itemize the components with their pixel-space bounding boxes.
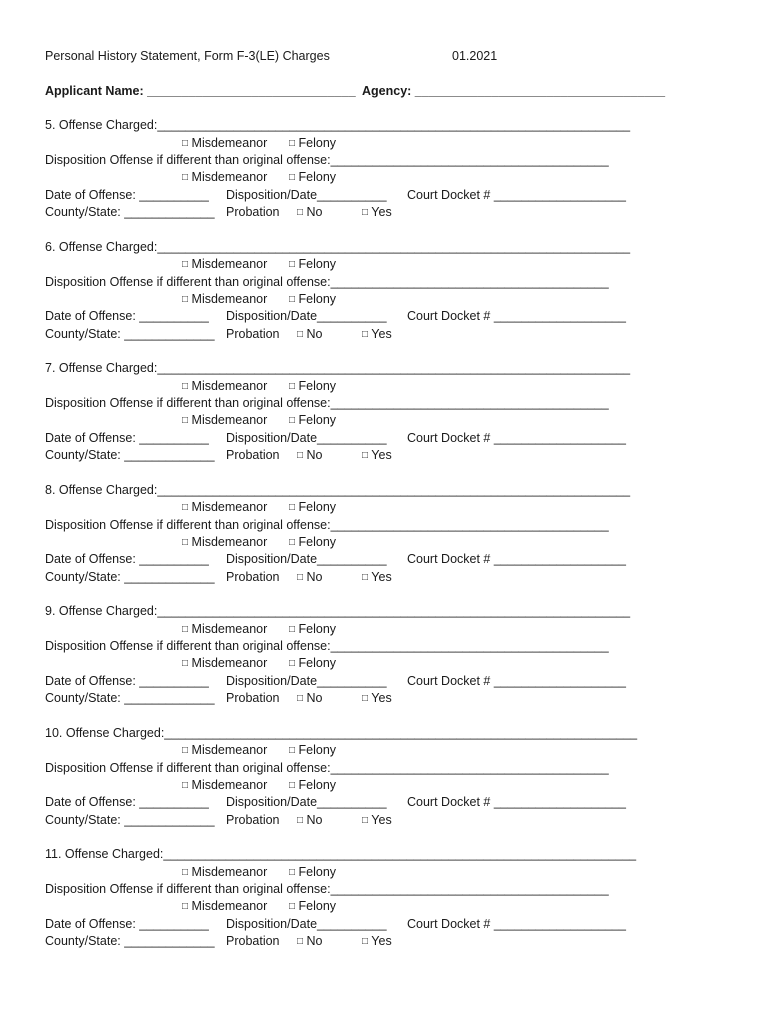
misdemeanor-checkbox[interactable] bbox=[182, 864, 267, 882]
checkbox-icon[interactable]: □ bbox=[362, 571, 369, 583]
checkbox-icon[interactable]: □ bbox=[289, 866, 296, 878]
checkbox-icon[interactable]: □ bbox=[289, 658, 296, 669]
disposition-misdemeanor-checkbox[interactable] bbox=[182, 898, 267, 916]
checkbox-icon[interactable]: □ bbox=[182, 866, 189, 878]
checkbox-icon[interactable]: □ bbox=[182, 658, 189, 669]
felony-label: Felony bbox=[298, 864, 337, 879]
checkbox-icon[interactable]: □ bbox=[297, 693, 304, 704]
felony-checkbox[interactable] bbox=[289, 742, 336, 760]
disposition-date-field[interactable]: Disposition/Date__________ bbox=[226, 552, 387, 566]
felony-checkbox[interactable] bbox=[289, 621, 336, 639]
checkbox-icon[interactable]: □ bbox=[297, 450, 304, 461]
disposition-felony-checkbox[interactable] bbox=[289, 655, 336, 673]
checkbox-icon[interactable]: □ bbox=[182, 901, 189, 912]
yes-label: Yes bbox=[371, 569, 392, 584]
yes-label: Yes bbox=[371, 934, 392, 948]
felony-label: Felony bbox=[298, 743, 337, 757]
checkbox-icon[interactable]: □ bbox=[297, 936, 304, 947]
disposition-offense-field[interactable]: Disposition Offense if different than original offense:________________________________________ bbox=[45, 639, 609, 653]
offense-charged-field[interactable]: 5. Offense Charged:____________________________________________________________________ bbox=[45, 118, 631, 132]
no-label: No bbox=[306, 326, 323, 341]
disposition-felony-checkbox[interactable] bbox=[289, 412, 336, 430]
checkbox-icon[interactable]: □ bbox=[289, 259, 296, 270]
checkbox-icon[interactable]: □ bbox=[297, 571, 304, 583]
probation-no-checkbox[interactable] bbox=[297, 690, 323, 708]
checkbox-icon[interactable]: □ bbox=[182, 172, 189, 183]
felony-label: Felony bbox=[298, 413, 337, 427]
yes-label: Yes bbox=[371, 326, 392, 341]
misdemeanor-label: Misdemeanor bbox=[191, 743, 268, 757]
disposition-offense-field[interactable]: Disposition Offense if different than original offense:________________________________________ bbox=[45, 396, 609, 410]
court-docket-field[interactable]: Court Docket # ___________________ bbox=[407, 916, 626, 931]
probation-label: Probation bbox=[226, 448, 280, 462]
felony-checkbox[interactable] bbox=[289, 135, 336, 153]
checkbox-icon[interactable]: □ bbox=[362, 450, 369, 461]
checkbox-icon[interactable]: □ bbox=[289, 293, 296, 305]
checkbox-icon[interactable]: □ bbox=[289, 415, 296, 426]
disposition-date-field[interactable]: Disposition/Date__________ bbox=[226, 309, 387, 323]
misdemeanor-label: Misdemeanor bbox=[191, 777, 268, 792]
form-title: Personal History Statement, Form F-3(LE) Charges bbox=[45, 49, 330, 63]
felony-checkbox[interactable] bbox=[289, 499, 336, 517]
applicant-name-field[interactable]: Applicant Name: ______________________________ bbox=[45, 84, 356, 98]
yes-label: Yes bbox=[371, 448, 392, 462]
disposition-felony-checkbox[interactable] bbox=[289, 169, 336, 187]
checkbox-icon[interactable]: □ bbox=[289, 380, 296, 392]
date-of-offense-field[interactable]: Date of Offense: __________ bbox=[45, 309, 209, 323]
date-of-offense-field[interactable]: Date of Offense: __________ bbox=[45, 552, 209, 566]
checkbox-icon[interactable]: □ bbox=[362, 328, 369, 340]
county-state-field[interactable]: County/State: _____________ bbox=[45, 326, 215, 341]
court-docket-field[interactable]: Court Docket # ___________________ bbox=[407, 309, 626, 323]
misdemeanor-checkbox[interactable] bbox=[182, 499, 267, 517]
disposition-offense-field[interactable]: Disposition Offense if different than original offense:________________________________________ bbox=[45, 274, 609, 289]
checkbox-icon[interactable]: □ bbox=[289, 901, 296, 912]
felony-label: Felony bbox=[298, 500, 337, 514]
no-label: No bbox=[306, 691, 323, 705]
disposition-felony-checkbox[interactable] bbox=[289, 777, 336, 795]
probation-no-checkbox[interactable] bbox=[297, 569, 323, 587]
checkbox-icon[interactable]: □ bbox=[182, 623, 189, 635]
probation-yes-checkbox[interactable] bbox=[362, 204, 392, 222]
date-of-offense-field[interactable]: Date of Offense: __________ bbox=[45, 916, 209, 931]
disposition-offense-field[interactable]: Disposition Offense if different than original offense:________________________________________ bbox=[45, 153, 609, 167]
misdemeanor-label: Misdemeanor bbox=[191, 621, 268, 636]
county-state-field[interactable]: County/State: _____________ bbox=[45, 569, 215, 584]
checkbox-icon[interactable]: □ bbox=[182, 745, 189, 756]
no-label: No bbox=[306, 205, 323, 219]
checkbox-icon[interactable]: □ bbox=[289, 502, 296, 513]
no-label: No bbox=[306, 569, 323, 584]
disposition-date-field[interactable]: Disposition/Date__________ bbox=[226, 187, 387, 202]
misdemeanor-checkbox[interactable] bbox=[182, 742, 267, 760]
disposition-misdemeanor-checkbox[interactable] bbox=[182, 777, 267, 795]
no-label: No bbox=[306, 812, 323, 827]
court-docket-field[interactable]: Court Docket # ___________________ bbox=[407, 795, 626, 809]
checkbox-icon[interactable]: □ bbox=[289, 536, 296, 548]
court-docket-field[interactable]: Court Docket # ___________________ bbox=[407, 187, 626, 202]
probation-label: Probation bbox=[226, 326, 280, 341]
felony-label: Felony bbox=[298, 899, 337, 913]
misdemeanor-checkbox[interactable] bbox=[182, 135, 267, 153]
probation-yes-checkbox[interactable] bbox=[362, 812, 392, 830]
disposition-date-field[interactable]: Disposition/Date__________ bbox=[226, 795, 387, 809]
checkbox-icon[interactable]: □ bbox=[289, 623, 296, 635]
probation-no-checkbox[interactable] bbox=[297, 326, 323, 344]
checkbox-icon[interactable]: □ bbox=[362, 207, 369, 218]
probation-no-checkbox[interactable] bbox=[297, 812, 323, 830]
disposition-misdemeanor-checkbox[interactable] bbox=[182, 655, 267, 673]
county-state-field[interactable]: County/State: _____________ bbox=[45, 934, 215, 948]
felony-label: Felony bbox=[298, 777, 337, 792]
misdemeanor-label: Misdemeanor bbox=[191, 378, 268, 393]
checkbox-icon[interactable]: □ bbox=[182, 779, 189, 791]
offense-charged-field[interactable]: 10. Offense Charged:____________________________________________________________________ bbox=[45, 725, 638, 740]
checkbox-icon[interactable]: □ bbox=[297, 207, 304, 218]
misdemeanor-label: Misdemeanor bbox=[191, 656, 268, 670]
felony-label: Felony bbox=[298, 534, 337, 549]
offense-charged-field[interactable]: 7. Offense Charged:____________________________________________________________________ bbox=[45, 361, 631, 375]
checkbox-icon[interactable]: □ bbox=[182, 293, 189, 305]
county-state-field[interactable]: County/State: _____________ bbox=[45, 205, 215, 219]
probation-label: Probation bbox=[226, 691, 280, 705]
checkbox-icon[interactable]: □ bbox=[297, 814, 304, 826]
probation-yes-checkbox[interactable] bbox=[362, 690, 392, 708]
felony-checkbox[interactable] bbox=[289, 864, 336, 882]
probation-label: Probation bbox=[226, 812, 280, 827]
checkbox-icon[interactable]: □ bbox=[289, 745, 296, 756]
probation-yes-checkbox[interactable] bbox=[362, 326, 392, 344]
checkbox-icon[interactable]: □ bbox=[182, 536, 189, 548]
disposition-offense-field[interactable]: Disposition Offense if different than original offense:________________________________________ bbox=[45, 517, 609, 532]
yes-label: Yes bbox=[371, 812, 392, 827]
felony-checkbox[interactable] bbox=[289, 256, 336, 274]
felony-label: Felony bbox=[298, 378, 337, 393]
misdemeanor-checkbox[interactable] bbox=[182, 256, 267, 274]
offense-charged-field[interactable]: 8. Offense Charged:____________________________________________________________________ bbox=[45, 482, 631, 497]
disposition-misdemeanor-checkbox[interactable] bbox=[182, 412, 267, 430]
misdemeanor-label: Misdemeanor bbox=[191, 291, 268, 306]
court-docket-field[interactable]: Court Docket # ___________________ bbox=[407, 673, 626, 688]
misdemeanor-label: Misdemeanor bbox=[191, 899, 268, 913]
checkbox-icon[interactable]: □ bbox=[182, 502, 189, 513]
county-state-field[interactable]: County/State: _____________ bbox=[45, 448, 215, 462]
offense-charged-field[interactable]: 11. Offense Charged:____________________________________________________________________ bbox=[45, 847, 637, 861]
checkbox-icon[interactable]: □ bbox=[362, 693, 369, 704]
felony-label: Felony bbox=[298, 135, 337, 150]
probation-no-checkbox[interactable] bbox=[297, 933, 323, 951]
offense-charged-field[interactable]: 9. Offense Charged:____________________________________________________________________ bbox=[45, 604, 631, 618]
disposition-felony-checkbox[interactable] bbox=[289, 898, 336, 916]
probation-yes-checkbox[interactable] bbox=[362, 447, 392, 465]
probation-yes-checkbox[interactable] bbox=[362, 569, 392, 587]
form-version: 01.2021 bbox=[452, 49, 498, 63]
date-of-offense-field[interactable]: Date of Offense: __________ bbox=[45, 187, 209, 202]
disposition-offense-field[interactable]: Disposition Offense if different than original offense:________________________________________ bbox=[45, 882, 609, 896]
disposition-date-field[interactable]: Disposition/Date__________ bbox=[226, 916, 387, 931]
disposition-felony-checkbox[interactable] bbox=[289, 534, 336, 552]
probation-yes-checkbox[interactable] bbox=[362, 933, 392, 951]
date-of-offense-field[interactable]: Date of Offense: __________ bbox=[45, 430, 209, 445]
misdemeanor-checkbox[interactable] bbox=[182, 378, 267, 396]
court-docket-field[interactable]: Court Docket # ___________________ bbox=[407, 430, 626, 445]
probation-no-checkbox[interactable] bbox=[297, 204, 323, 222]
misdemeanor-label: Misdemeanor bbox=[191, 257, 268, 271]
checkbox-icon[interactable]: □ bbox=[182, 137, 189, 149]
felony-label: Felony bbox=[298, 621, 337, 636]
checkbox-icon[interactable]: □ bbox=[289, 172, 296, 183]
disposition-misdemeanor-checkbox[interactable] bbox=[182, 534, 267, 552]
felony-label: Felony bbox=[298, 257, 337, 271]
checkbox-icon[interactable]: □ bbox=[289, 137, 296, 149]
felony-label: Felony bbox=[298, 291, 337, 306]
misdemeanor-label: Misdemeanor bbox=[191, 534, 268, 549]
checkbox-icon[interactable]: □ bbox=[182, 380, 189, 392]
misdemeanor-label: Misdemeanor bbox=[191, 170, 268, 184]
agency-field[interactable]: Agency: ____________________________________ bbox=[362, 84, 666, 98]
county-state-field[interactable]: County/State: _____________ bbox=[45, 691, 215, 705]
checkbox-icon[interactable]: □ bbox=[182, 415, 189, 426]
date-of-offense-field[interactable]: Date of Offense: __________ bbox=[45, 673, 209, 688]
disposition-offense-field[interactable]: Disposition Offense if different than original offense:________________________________________ bbox=[45, 760, 609, 775]
disposition-misdemeanor-checkbox[interactable] bbox=[182, 291, 267, 309]
checkbox-icon[interactable]: □ bbox=[289, 779, 296, 791]
date-of-offense-field[interactable]: Date of Offense: __________ bbox=[45, 795, 209, 809]
no-label: No bbox=[306, 448, 323, 462]
probation-no-checkbox[interactable] bbox=[297, 447, 323, 465]
probation-label: Probation bbox=[226, 205, 280, 219]
felony-label: Felony bbox=[298, 170, 337, 184]
yes-label: Yes bbox=[371, 205, 392, 219]
disposition-date-field[interactable]: Disposition/Date__________ bbox=[226, 673, 387, 688]
disposition-misdemeanor-checkbox[interactable] bbox=[182, 169, 267, 187]
checkbox-icon[interactable]: □ bbox=[297, 328, 304, 340]
misdemeanor-label: Misdemeanor bbox=[191, 413, 268, 427]
yes-label: Yes bbox=[371, 691, 392, 705]
court-docket-field[interactable]: Court Docket # ___________________ bbox=[407, 552, 626, 566]
felony-label: Felony bbox=[298, 656, 337, 670]
county-state-field[interactable]: County/State: _____________ bbox=[45, 812, 215, 827]
probation-label: Probation bbox=[226, 569, 280, 584]
disposition-date-field[interactable]: Disposition/Date__________ bbox=[226, 430, 387, 445]
misdemeanor-label: Misdemeanor bbox=[191, 864, 268, 879]
misdemeanor-checkbox[interactable] bbox=[182, 621, 267, 639]
misdemeanor-label: Misdemeanor bbox=[191, 500, 268, 514]
checkbox-icon[interactable]: □ bbox=[362, 936, 369, 947]
checkbox-icon[interactable]: □ bbox=[182, 259, 189, 270]
misdemeanor-label: Misdemeanor bbox=[191, 135, 268, 150]
no-label: No bbox=[306, 934, 323, 948]
offense-charged-field[interactable]: 6. Offense Charged:____________________________________________________________________ bbox=[45, 239, 631, 254]
checkbox-icon[interactable]: □ bbox=[362, 814, 369, 826]
probation-label: Probation bbox=[226, 934, 280, 948]
felony-checkbox[interactable] bbox=[289, 378, 336, 396]
disposition-felony-checkbox[interactable] bbox=[289, 291, 336, 309]
